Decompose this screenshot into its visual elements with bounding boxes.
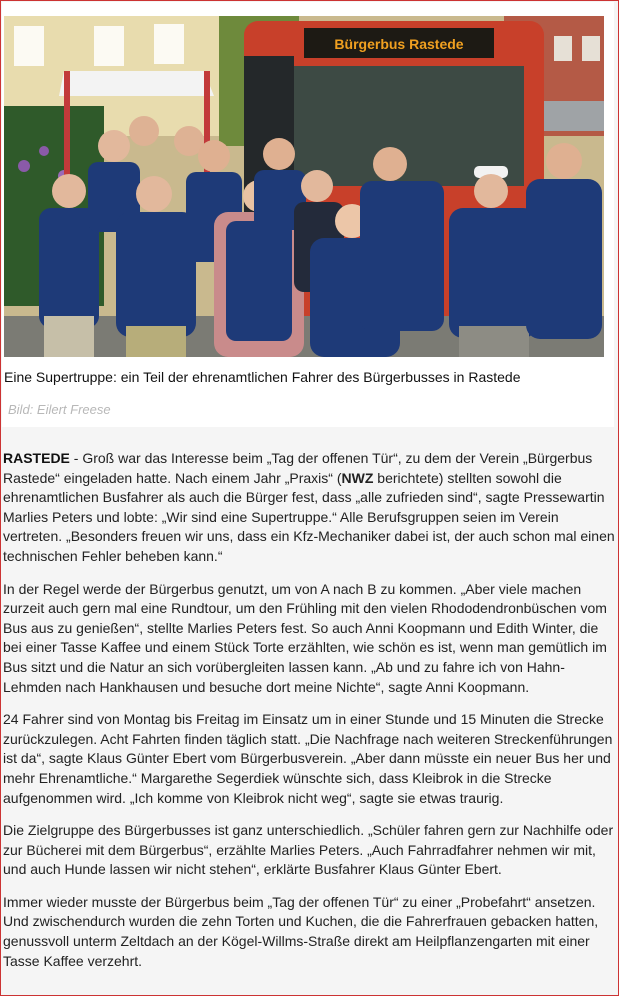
paragraph-4: Die Zielgruppe des Bürgerbusses ist ganz unterschiedlich. „Schüler fahren gern zur Nachhilfe oder zur Bücherei mit dem Bürgerbus“, erzählte Marlies Peters. „Auch Fahrradfahrer nehmen wir mit, und auch Hunde lassen wir nicht stehen“, erklärte Busfahrer Klaus Günter Ebert.	[3, 822, 614, 878]
bus-destination-display: Bürgerbus Rastede	[334, 36, 464, 52]
paragraph-1-text-a: - Groß war das Interesse beim „Tag der offenen Tür“, zu dem der Verein „Bürgerbus Rastede“ eingeladen hatte. Nach einem Jahr „Praxis“ (	[3, 450, 593, 486]
paragraph-1-text-b: berichtete) stellten sowohl die ehrenamtlichen Busfahrer als auch die Bürger fest, dass „alle zufrieden sind“, sagte Pressewartin Marlies Peters und lobte: „Wir sind eine Supertruppe.“ Alle Berufsgruppen seien im Verein vertreten. „Besonders freuen wir uns, dass ein Kfz-Mechaniker dabei ist, der auch schon mal einen technischen Fehler beheben kann.“	[3, 469, 615, 564]
paragraph-2: In der Regel werde der Bürgerbus genutzt, um von A nach B zu kommen. „Aber viele machen zurzeit auch gern mal eine Rundtour, um den Frühling mit den vielen Rhododendronbüschen vom Bus aus zu genießen“, stellte Marlies Peters fest. So auch Anni Koopmann und Edith Winter, die bei einer Tasse Kaffee und einem Stück Torte erzählten, wie schön es ist, wenn man gemütlich im Bus sitzt und die Natur an sich vorübergleiten lassen kann. „Ab und zu fahre ich von Hahn-Lehmden nach Hankhausen und besuche dort meine Nichte“, sagte Anni Koopmann.	[3, 580, 607, 695]
group-photo[interactable]	[4, 16, 604, 357]
article-body	[3, 449, 615, 984]
dateline: RASTEDE	[3, 450, 70, 466]
photo-card	[2, 2, 614, 427]
photo-credit: Bild: Eilert Freese	[8, 402, 111, 417]
nwz-reference: NWZ	[341, 469, 374, 486]
paragraph-5: Immer wieder musste der Bürgerbus beim „Tag der offenen Tür“ zu einer „Probefahrt“ ansetzen. Und zwischendurch wurden die zehn Torten und Kuchen, die die Fahrerfrauen gebacken hatten, genussvoll unterm Zeltdach an der Kögel-Willms-Straße direkt am Heilpflanzengarten mit einer Tasse Kaffee verzehrt.	[3, 893, 599, 969]
paragraph-1	[3, 449, 615, 567]
paragraph-3: 24 Fahrer sind von Montag bis Freitag im Einsatz um in einer Stunde und 15 Minuten die Strecke zurückzulegen. Acht Fahrten finden täglich statt. „Die Nachfrage nach weiteren Streckenführungen ist da“, sagte Klaus Günter Ebert vom Bürgerbusverein. „Aber dann müsste ein neuer Bus her und mehr Ehrenamtliche.“ Margarethe Segerdiek wünschte sich, dass Kleibrok in die Strecke aufgenommen wird. „Ich komme von Kleibrok nicht weg“, sagte sie etwas traurig.	[3, 711, 613, 806]
photo-caption: Eine Supertruppe: ein Teil der ehrenamtlichen Fahrer des Bürgerbusses in Rastede	[4, 369, 521, 385]
